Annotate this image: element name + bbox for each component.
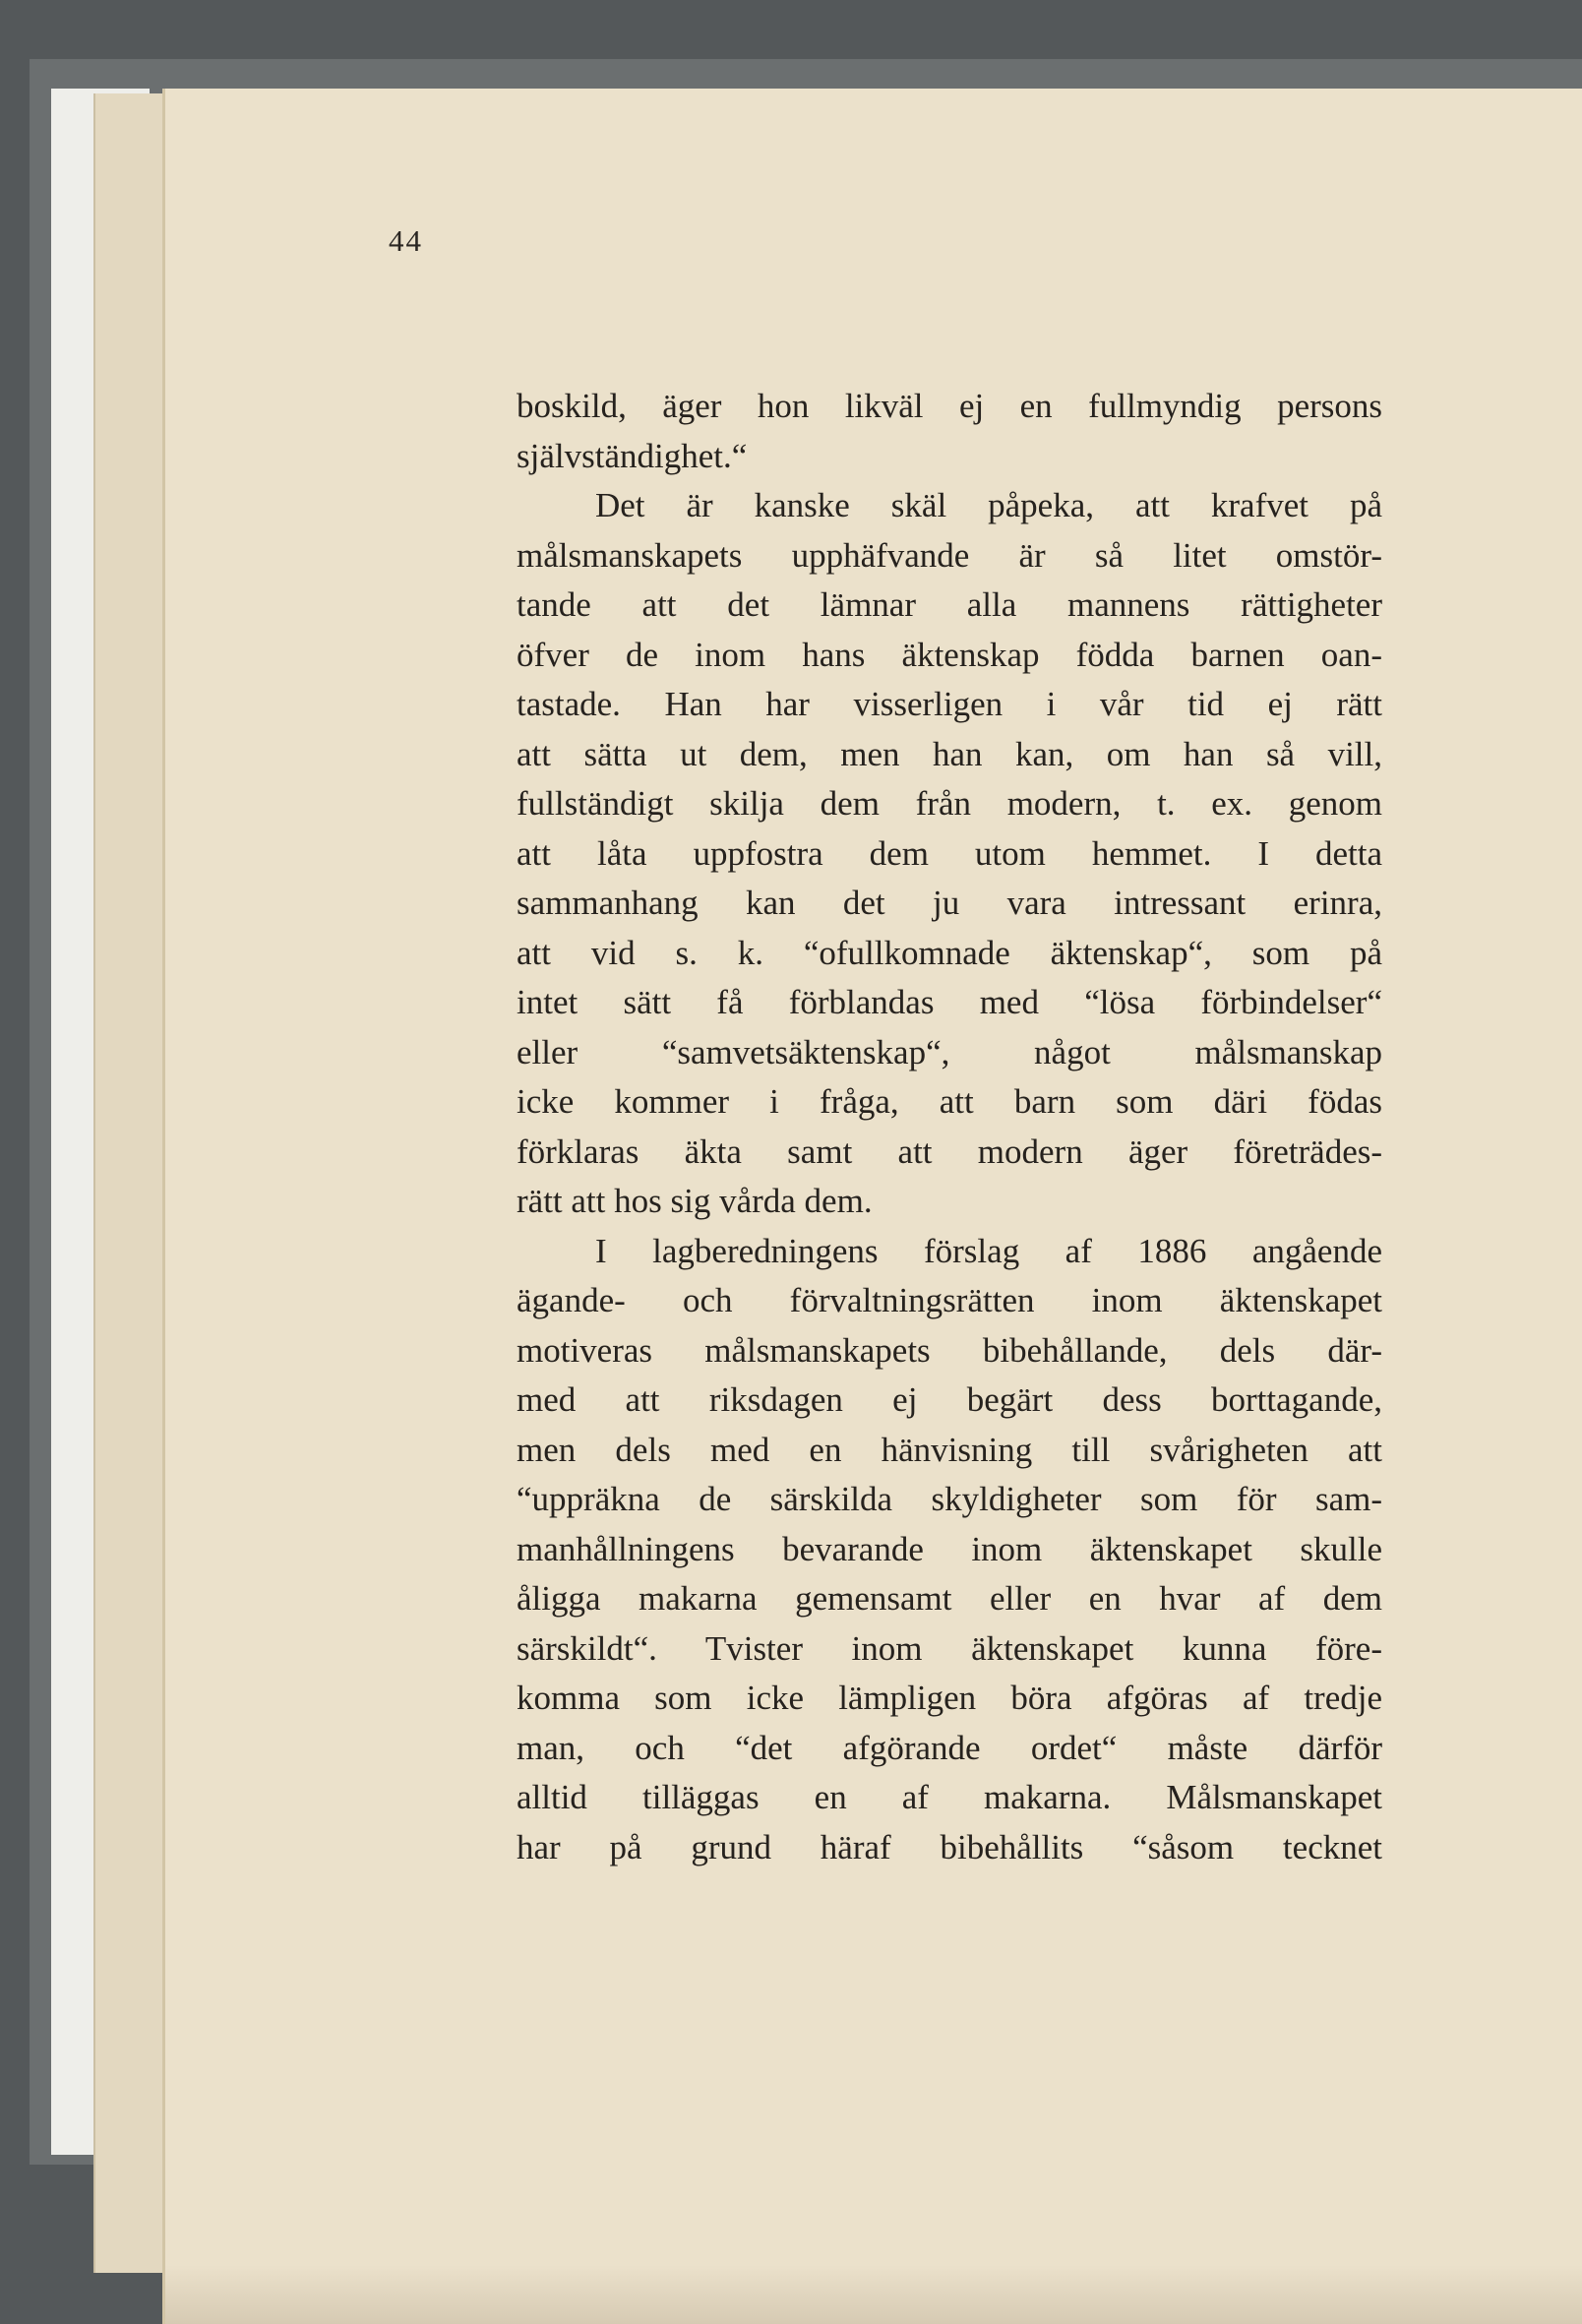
text-line: I lagberedningens förslag af 1886 angående (595, 1231, 1382, 1270)
page-number: 44 (389, 223, 423, 258)
text-line: att låta uppfostra dem utom hemmet. I detta (517, 833, 1382, 873)
text-line: man, och “det afgörande ordet“ måste därför (517, 1728, 1382, 1767)
text-line: intet sätt få förblandas med “lösa förbindelser“ (517, 983, 1382, 1021)
text-line: fullständigt skilja dem från modern, t. ex. genom (517, 784, 1382, 823)
text-line: icke kommer i fråga, att barn som däri födas (517, 1082, 1382, 1121)
text-line: att sätta ut dem, men han kan, om han så vill, (517, 734, 1382, 773)
text-line: Det är kanske skäl påpeka, att krafvet på (595, 486, 1382, 524)
text-line: ägande- och förvaltningsrätten inom äktenskapet (517, 1281, 1382, 1319)
body-text (517, 382, 1382, 1872)
text-line: men dels med en hänvisning till svårigheten att (517, 1430, 1382, 1469)
text-line: med att riksdagen ej begärt dess borttagande, (517, 1380, 1382, 1419)
text-line: tande att det lämnar alla mannens rättigheter (517, 585, 1382, 624)
text-line: boskild, äger hon likväl ej en fullmyndig persons (517, 387, 1382, 425)
text-line: särskildt“. Tvister inom äktenskapet kunna före- (517, 1628, 1382, 1668)
text-line: självständighet.“ (517, 436, 748, 475)
text-line: motiveras målsmanskapets bibehållande, dels där- (517, 1330, 1382, 1370)
text-line: har på grund häraf bibehållits “såsom tecknet (517, 1827, 1382, 1866)
text-line: alltid tilläggas en af makarna. Målsmanskapet (517, 1778, 1382, 1816)
text-line: tastade. Han har visserligen i vår tid ej rätt (517, 685, 1382, 723)
text-line: manhållningens bevarande inom äktenskapet skulle (517, 1529, 1382, 1568)
text-line: “uppräkna de särskilda skyldigheter som för sam- (517, 1480, 1382, 1518)
text-line: åligga makarna gemensamt eller en hvar af dem (517, 1579, 1382, 1618)
text-line: öfver de inom hans äktenskap födda barnen oan- (517, 635, 1382, 674)
text-line: att vid s. k. “ofullkomnade äktenskap“, som på (517, 933, 1382, 972)
text-line: komma som icke lämpligen böra afgöras af tredje (517, 1679, 1382, 1717)
text-line: målsmanskapets upphäfvande är så litet omstör- (517, 535, 1382, 575)
text-line: eller “samvetsäktenskap“, något målsmanskap (517, 1032, 1382, 1071)
text-line: förklaras äkta samt att modern äger företrädes- (517, 1131, 1382, 1171)
text-line: rätt att hos sig vårda dem. (517, 1182, 873, 1220)
text-line: sammanhang kan det ju vara intressant erinra, (517, 884, 1382, 922)
